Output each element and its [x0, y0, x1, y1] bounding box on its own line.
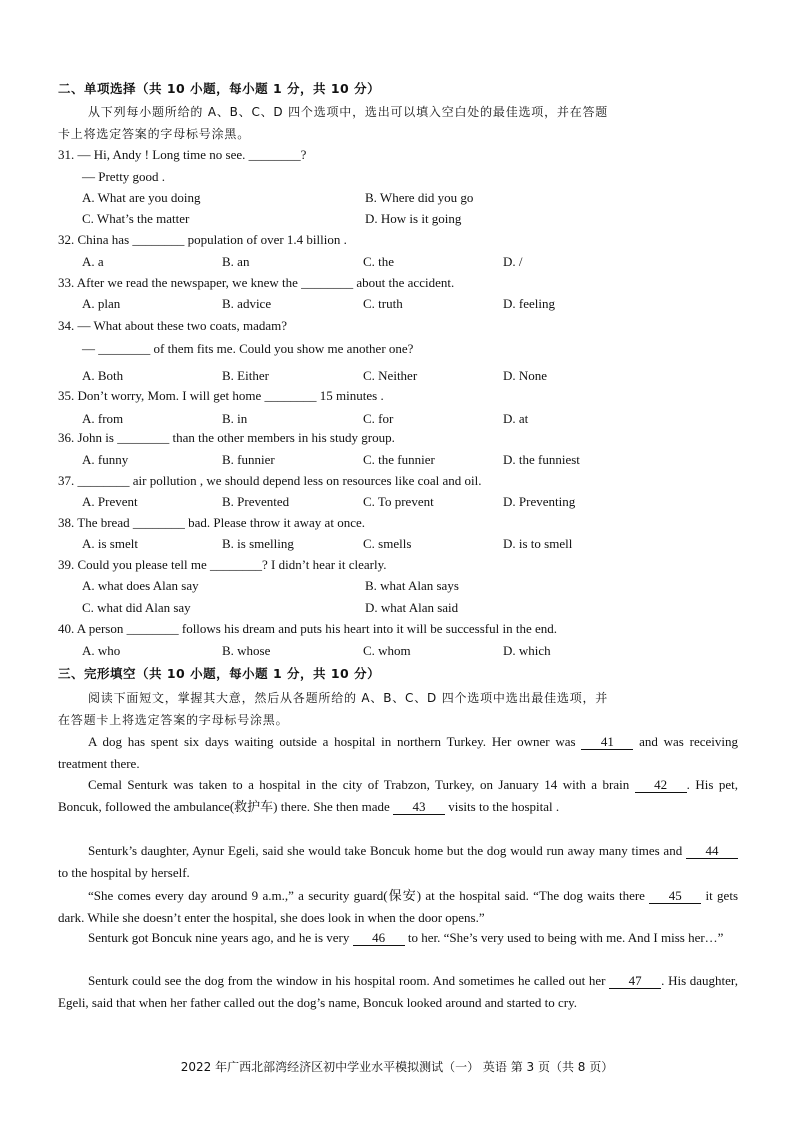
section2-instruction-line2: 卡上将选定答案的字母标号涂黑。 [58, 127, 251, 141]
q33-option-a: A. plan [82, 296, 121, 311]
passage-paragraph-2: Cemal Senturk was taken to a hospital in the city of Trabzon, Turkey, on January 14 with a brain 42 . His pet, Boncuk, followed the ambulance(救护车) there. She then made 43 visits to the hospital . [58, 777, 738, 814]
q31-reply: — Pretty good . [82, 169, 166, 184]
q33-option-d: D. feeling [503, 296, 555, 311]
q40-option-c: C. whom [363, 643, 411, 658]
q40-stem: 40. A person ________ follows his dream and puts his heart into it will be successful in the end. [58, 621, 557, 636]
q32-stem: 32. China has ________ population of over 1.4 billion . [58, 232, 347, 247]
section2-heading: 二、单项选择（共 10 小题，每小题 1 分，共 10 分） [58, 81, 381, 96]
q40-option-d: D. which [503, 643, 551, 658]
q38-option-c: C. smells [363, 536, 412, 551]
q34-stem: 34. — What about these two coats, madam? [58, 318, 288, 333]
q37-stem: 37. ________ air pollution , we should depend less on resources like coal and oil. [58, 473, 482, 488]
q32-option-d: D. / [503, 254, 523, 269]
blank-42: 42 [635, 777, 687, 793]
q37-option-b: B. Prevented [222, 494, 290, 509]
blank-45: 45 [649, 888, 701, 904]
section3-instruction-line2: 在答题卡上将选定答案的字母标号涂黑。 [58, 713, 289, 727]
q40-option-a: A. who [82, 643, 121, 658]
q36-option-b: B. funnier [222, 452, 275, 467]
q35-option-b: B. in [222, 411, 248, 426]
q34-option-b: B. Either [222, 368, 269, 383]
q31-option-a: A. What are you doing [82, 190, 201, 205]
passage-paragraph-1: A dog has spent six days waiting outside a hospital in northern Turkey. Her owner was 41 and was receiving treatment there. [58, 734, 738, 771]
q31-option-b: B. Where did you go [365, 190, 474, 205]
q34-reply: — ________ of them fits me. Could you show me another one? [82, 341, 414, 356]
q38-option-d: D. is to smell [503, 536, 573, 551]
q35-stem: 35. Don’t worry, Mom. I will get home ________ 15 minutes . [58, 388, 384, 403]
section3-heading: 三、完形填空（共 10 小题，每小题 1 分，共 10 分） [58, 666, 381, 681]
q36-stem: 36. John is ________ than the other members in his study group. [58, 430, 395, 445]
q39-option-c: C. what did Alan say [82, 600, 191, 615]
q32-option-a: A. a [82, 254, 104, 269]
q31-option-d: D. How is it going [365, 211, 462, 226]
q31-stem: 31. — Hi, Andy ! Long time no see. ________? [58, 147, 307, 162]
q40-option-b: B. whose [222, 643, 271, 658]
q34-option-c: C. Neither [363, 368, 418, 383]
q38-option-b: B. is smelling [222, 536, 294, 551]
q33-option-b: B. advice [222, 296, 272, 311]
q33-option-c: C. truth [363, 296, 403, 311]
q34-option-d: D. None [503, 368, 548, 383]
section2-instruction-line1: 从下列每小题所给的 A、B、C、D 四个选项中，选出可以填入空白处的最佳选项，并在答题 [88, 105, 609, 119]
q37-option-d: D. Preventing [503, 494, 576, 509]
passage-paragraph-4: “She comes every day around 9 a.m.,” a security guard(保安) at the hospital said. “The dog waits there 45 it gets dark. While she doesn’t enter the hospital, she does look in when the door opens.” [58, 888, 739, 925]
q36-option-d: D. the funniest [503, 452, 580, 467]
q32-option-b: B. an [222, 254, 250, 269]
q37-option-a: A. Prevent [82, 494, 138, 509]
q32-option-c: C. the [363, 254, 395, 269]
q38-option-a: A. is smelt [82, 536, 138, 551]
q35-option-d: D. at [503, 411, 529, 426]
q39-option-a: A. what does Alan say [82, 578, 199, 593]
q33-stem: 33. After we read the newspaper, we knew the ________ about the accident. [58, 275, 455, 290]
passage-paragraph-6: Senturk could see the dog from the window in his hospital room. And sometimes he called out her 47 . His daughter, Egeli, said that when her father called out the dog’s name, Boncuk looked around and started to cry. [58, 973, 738, 1010]
blank-44: 44 [686, 843, 738, 859]
q38-stem: 38. The bread ________ bad. Please throw it away at once. [58, 515, 365, 530]
q35-option-a: A. from [82, 411, 124, 426]
blank-41: 41 [581, 734, 633, 750]
q36-option-a: A. funny [82, 452, 129, 467]
q31-option-c: C. What’s the matter [82, 211, 190, 226]
section3-instruction-line1: 阅读下面短文，掌握其大意，然后从各题所给的 A、B、C、D 四个选项中选出最佳选项，并 [88, 691, 609, 705]
blank-43: 43 [393, 799, 445, 815]
q39-option-b: B. what Alan says [365, 578, 459, 593]
q39-option-d: D. what Alan said [365, 600, 459, 615]
q37-option-c: C. To prevent [363, 494, 434, 509]
passage-paragraph-3: Senturk’s daughter, Aynur Egeli, said she would take Boncuk home but the dog would run away many times and 44 to the hospital by herself. [58, 840, 738, 883]
blank-47: 47 [609, 973, 661, 989]
page-footer: 2022 年广西北部湾经济区初中学业水平模拟测试（一） 英语 第 3 页（共 8 页） [180, 1060, 614, 1074]
blank-46: 46 [353, 930, 405, 946]
q39-stem: 39. Could you please tell me ________? I didn’t hear it clearly. [58, 557, 387, 572]
q34-option-a: A. Both [82, 368, 124, 383]
passage-paragraph-5: Senturk got Boncuk nine years ago, and he is very 46 to her. “She’s very used to being with me. And I miss her…” [88, 930, 724, 945]
q35-option-c: C. for [363, 411, 394, 426]
q36-option-c: C. the funnier [363, 452, 435, 467]
